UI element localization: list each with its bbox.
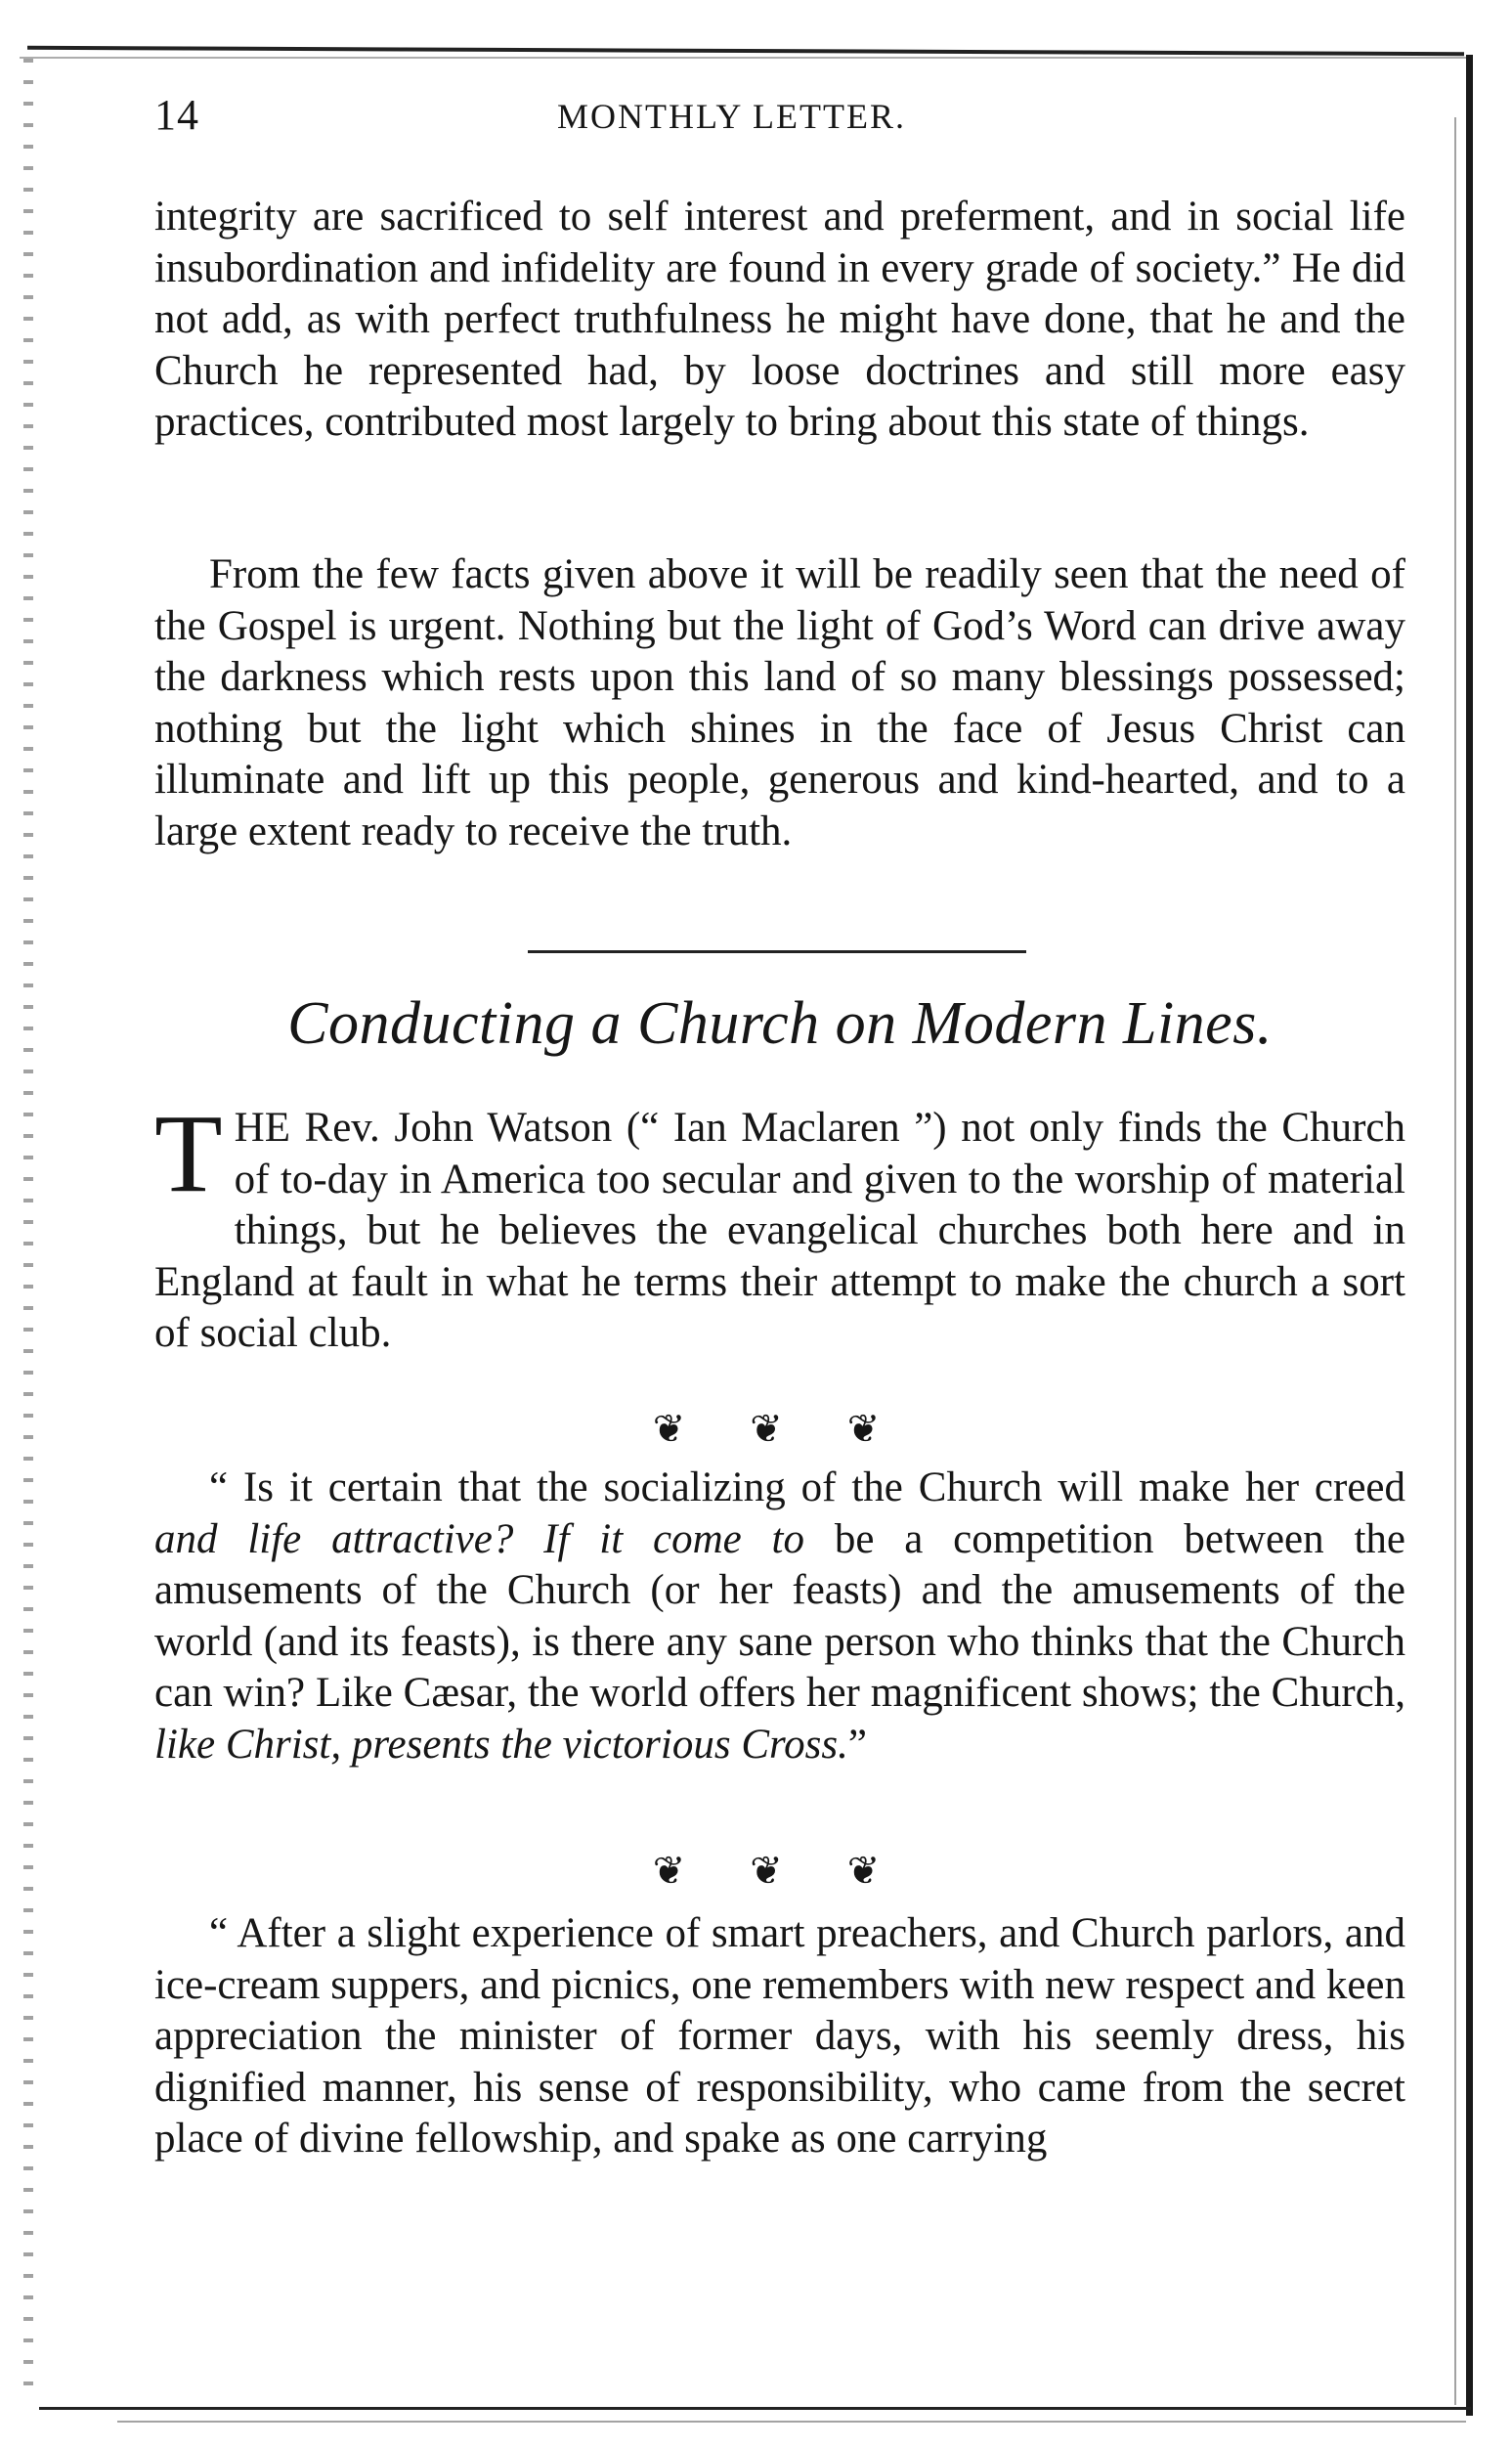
paragraph-text: integrity are sacrificed to self interest and preferment, and in social life insubordination and infidelity are found in every grade of society.” He did not add, as with perfect truthfulness he might have done, that he and the Church he represented had, by loose doctrines and still more easy practices, contributed most largely to bring about this state of things. <box>154 194 1405 445</box>
top-border-faint-rule <box>20 57 1466 59</box>
quote-text: “ After a slight experience of smart preachers, and Church parlors, and ice-cream suppers, and picnics, one remembers with new respect and keen appreciation the minister of former days, with his seemly dress, his dignified manner, his sense of responsibility, who came from the secret place of divine fellowship, and spake as one carrying <box>154 1910 1405 2162</box>
quote-italic: like Christ, presents the victorious Cross. <box>154 1721 848 1768</box>
section-title: Conducting a Church on Modern Lines. <box>287 990 1273 1057</box>
paragraph-continued <box>154 192 1405 449</box>
quote-smart-preachers <box>154 1908 1405 2165</box>
bottom-border-rule <box>39 2407 1471 2410</box>
left-margin-specks <box>23 59 33 2385</box>
section-divider <box>528 950 1026 953</box>
section-intro <box>154 1091 1405 1360</box>
quote-text <box>154 1463 1405 1770</box>
ornament-divider: ❦ ❦ ❦ <box>652 1849 908 1893</box>
quote-plain: be a competition between the amusements of the Church (or her feasts) and the amusements of the world (and its feasts), is there any sane person who thinks that the Church can win? Like Cæsar, the world offers her magnificent shows; the Church, <box>154 1515 1405 1716</box>
paragraph-gospel-need <box>154 549 1405 857</box>
running-head: MONTHLY LETTER. <box>557 97 907 136</box>
right-border-rule <box>1466 55 1473 2416</box>
quote-socializing <box>154 1463 1405 1770</box>
section-intro-text <box>154 1091 1405 1360</box>
quote-close: ” <box>847 1721 867 1768</box>
bottom-border-faint-rule <box>117 2421 1466 2423</box>
ornament-divider: ❦ ❦ ❦ <box>652 1407 908 1451</box>
intro-text: HE Rev. John Watson (“ Ian Maclaren ”) not only finds the Church of to-day in America too secular and given to the worship of material things, but he believes the evangelical churches both here and in England at fault in what he terms their attempt to make the church a sort of social club. <box>154 1105 1405 1356</box>
quote-italic: and life attractive? If it come to <box>154 1515 804 1562</box>
top-border-rule <box>27 46 1464 56</box>
quote-plain: “ Is it certain that the socializing of the Church will make her creed <box>209 1464 1405 1510</box>
paragraph-text: From the few facts given above it will be readily seen that the need of the Gospel is urgent. Nothing but the light of God’s Word can drive away the darkness which rests upon this land of so many blessings possessed; nothing but the light which shines in the face of Jesus Christ can illuminate and lift up this people, generous and kind-hearted, and to a large extent ready to receive the truth. <box>154 551 1405 854</box>
drop-cap: T <box>154 1091 223 1215</box>
right-border-inner-rule <box>1454 117 1456 2405</box>
page-number: 14 <box>154 91 199 139</box>
